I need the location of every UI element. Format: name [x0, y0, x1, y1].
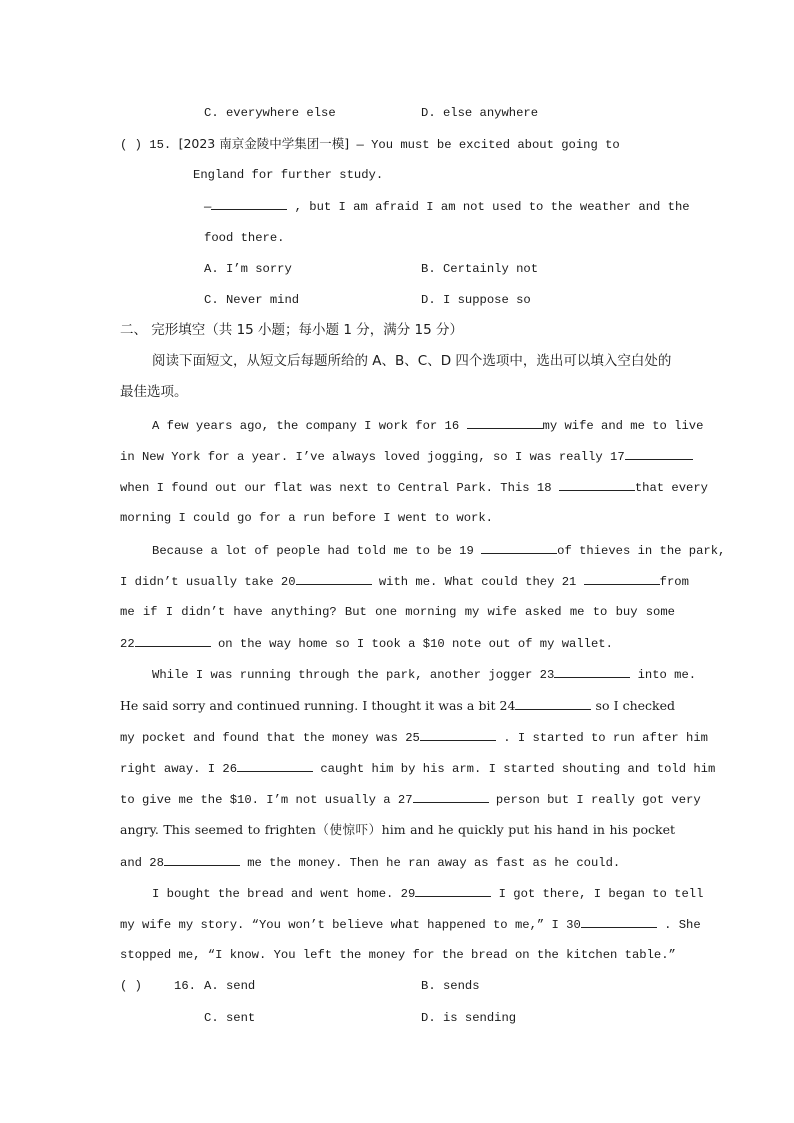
section-title: 二、 完形填空（共 15 小题；每小题 1 分，满分 15 分）: [120, 322, 463, 338]
q16-paren[interactable]: ( ): [120, 979, 142, 993]
blank-17[interactable]: [625, 447, 693, 460]
passage-line: angry. This seemed to frighten（使惊吓）him and he quickly put his hand in his pocket: [120, 822, 675, 837]
passage-line: right away. I 26 caught him by his arm. I started shouting and told him: [120, 759, 675, 778]
q15-option-c: C. Never mind: [204, 293, 300, 307]
blank-22[interactable]: [135, 634, 211, 647]
q15-option-b: B. Certainly not: [421, 262, 539, 276]
blank-19[interactable]: [481, 541, 557, 554]
blank-28[interactable]: [164, 853, 240, 866]
blank-24[interactable]: [515, 697, 591, 710]
blank-26[interactable]: [237, 759, 313, 772]
passage-line: morning I could go for a run before I went to work.: [120, 511, 493, 525]
answer-paren[interactable]: ( ): [120, 138, 142, 152]
passage-line: in New York for a year. I’ve always loved jogging, so I was really 17: [120, 447, 675, 466]
passage-line: me if I didn’t have anything? But one morning my wife asked me to buy some: [120, 605, 675, 619]
q15-option-d: D. I suppose so: [421, 293, 531, 307]
dash: —: [204, 200, 212, 214]
q15-option-a: A. I’m sorry: [204, 262, 292, 276]
passage-line: my wife my story. “You won’t believe what happened to me,” I 30 . She: [120, 915, 675, 934]
q15-stem-line-2: England for further study.: [193, 168, 384, 182]
q16-option-b: B. sends: [421, 979, 480, 993]
blank-29[interactable]: [415, 884, 491, 897]
blank-25[interactable]: [420, 728, 496, 741]
passage-line: I bought the bread and went home. 29 I got there, I began to tell: [152, 884, 674, 903]
passage-line: I didn’t usually take 20 with me. What could they 21 from: [120, 572, 675, 591]
q15-reply-line-2: food there.: [204, 231, 285, 245]
q16-option-c: C. sent: [204, 1011, 256, 1025]
answer-blank[interactable]: [211, 197, 287, 210]
blank-16[interactable]: [467, 416, 543, 429]
passage-line: Because a lot of people had told me to be 19 of thieves in the park,: [152, 541, 674, 560]
question-number: 15.: [149, 138, 172, 152]
passage-line: when I found out our flat was next to Central Park. This 18 that every: [120, 478, 675, 497]
q16-option-d: D. is sending: [421, 1011, 517, 1025]
passage-line: to give me the $10. I’m not usually a 27 person but I really got very: [120, 790, 675, 809]
passage-line: While I was running through the park, another jogger 23 into me.: [152, 665, 674, 684]
passage-line: stopped me, “I know. You left the money for the bread on the kitchen table.”: [120, 948, 676, 962]
passage-line: He said sorry and continued running. I thought it was a bit 24 so I checked: [120, 698, 676, 713]
blank-18[interactable]: [559, 478, 635, 491]
passage-line: A few years ago, the company I work for 16 my wife and me to live: [152, 416, 674, 435]
passage-line: and 28 me the money. Then he ran away as fast as he could.: [120, 853, 620, 872]
q16-number: 16.: [174, 979, 196, 993]
reply-text: , but I am afraid I am not used to the weather and the: [294, 200, 690, 214]
blank-21[interactable]: [584, 572, 660, 585]
q15-reply-line: [204, 197, 690, 216]
question-source: [2023 南京金陵中学集团一模]: [178, 136, 350, 151]
blank-27[interactable]: [413, 790, 489, 803]
q15-stem-line: [120, 135, 620, 154]
blank-20[interactable]: [296, 572, 372, 585]
passage-line: 22 on the way home so I took a $10 note out of my wallet.: [120, 634, 613, 653]
passage-line: my pocket and found that the money was 25 . I started to run after him: [120, 728, 675, 747]
q14-option-c: C. everywhere else: [204, 106, 336, 120]
q16-option-a: A. send: [204, 979, 256, 993]
question-stem: — You must be excited about going to: [356, 138, 620, 152]
section-instruction-2: 最佳选项。: [120, 384, 188, 400]
blank-23[interactable]: [554, 665, 630, 678]
blank-30[interactable]: [581, 915, 657, 928]
section-instruction: 阅读下面短文，从短文后每题所给的 A、B、C、D 四个选项中，选出可以填入空白处的: [152, 353, 672, 369]
q14-option-d: D. else anywhere: [421, 106, 539, 120]
